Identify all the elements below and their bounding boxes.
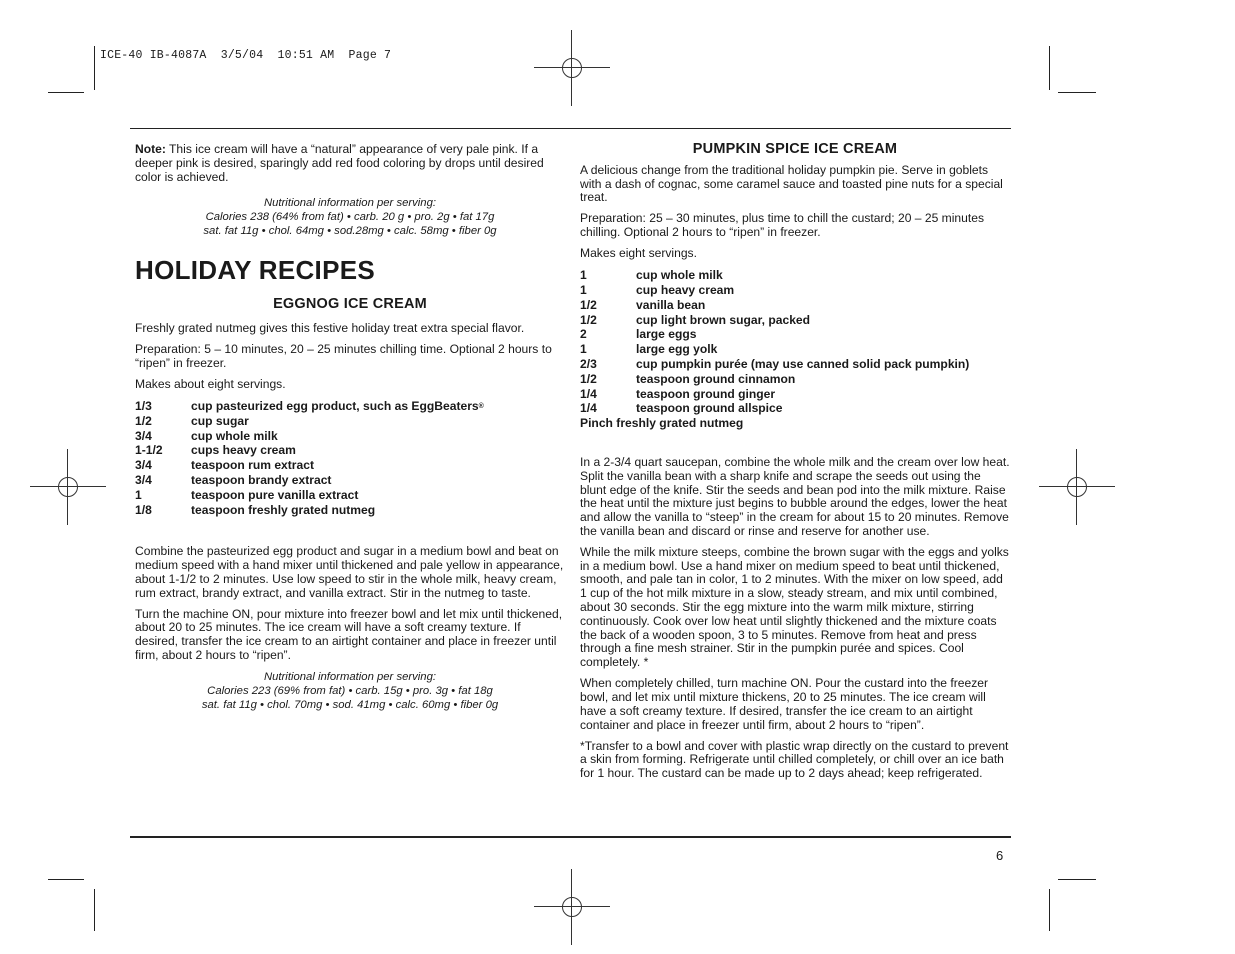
ingredient-name [636,298,1010,313]
ingredient-text: cup whole milk [636,268,723,283]
ingredient-row [135,414,565,429]
nutrition-heading: Nutritional information per serving: [263,671,437,684]
crop-mark [1058,92,1096,93]
ingredient-amount: 1/2 [580,297,597,312]
nutrition-line: Calories 223 (69% from fat) • carb. 15g • pro. 3g • fat 18g [207,685,493,698]
crop-mark [48,879,84,880]
ingredient-row [580,372,1010,387]
recipe-intro: A delicious change from the traditional holiday pumpkin pie. Serve in goblets with a dash of cognac, some caramel sauce and toasted pine nuts for a special treat. [580,162,1003,205]
note-label: Note: [135,142,166,156]
ingredient-row [580,283,1010,298]
ingredient-text: large eggs [636,327,697,342]
ingredient-text: teaspoon ground cinnamon [636,371,796,386]
ingredient-row [580,387,1010,402]
page-number: 6 [996,848,1004,863]
ingredient-amount: 1/4 [580,401,597,416]
ingredient-text: cup pasteurized egg product, such as EggBeaters [191,398,479,413]
ingredient-name [636,313,1010,328]
servings: Makes about eight servings. [135,376,286,391]
ingredient-name [636,327,1010,342]
ingredient-row [580,342,1010,357]
ingredient-text: cup heavy cream [636,282,735,297]
ingredient-text: teaspoon ground ginger [636,386,776,401]
recipe-intro: Freshly grated nutmeg gives this festive holiday treat extra special flavor. [135,321,525,336]
ingredient-row [135,429,565,444]
ingredient-text: cups heavy cream [191,443,296,458]
instructions-step: Combine the pasteurized egg product and sugar in a medium bowl and beat on medium speed with a hand mixer until thickened and pale yellow in appearance, about 1-1/2 to 2 minutes. Use low speed to stir in the whole milk, heavy cream, rum extract, brandy extract, and vanilla extract. Stir in the nutmeg to taste. [135,544,564,600]
crop-mark [1049,46,1050,90]
registration-mark-left [30,449,106,525]
ingredient-name [191,429,565,444]
ingredient-amount: 1/2 [580,371,597,386]
nutrition-heading: Nutritional information per serving: [263,197,437,210]
preparation-time: Preparation: 25 – 30 minutes, plus time to chill the custard; 20 – 25 minutes chilling. Optional 2 hours to “ripen” in freezer. [580,211,985,240]
ingredient-row [135,488,565,503]
crop-mark [94,889,95,931]
ingredient-text: cup whole milk [191,428,278,443]
ingredient-name [636,387,1010,402]
right-column [580,143,1010,788]
ingredient-amount: 1/4 [580,386,597,401]
ingredient-amount: 2/3 [580,356,597,371]
ingredient-name [636,342,1010,357]
ingredient-name [191,399,565,414]
ingredient-amount: 3/4 [135,472,152,487]
ingredient-name [636,401,1010,416]
ingredient-name [191,414,565,429]
registered-mark: ® [478,402,484,410]
ingredient-row [580,327,1010,342]
note-text: This ice cream will have a “natural” appearance of very pale pink. If a deeper pink is desired, sparingly add red food coloring by drops until desired color is achieved. [135,142,544,184]
ingredient-list-pumpkin [580,268,1010,416]
section-title: HOLIDAY RECIPES [135,255,376,286]
printer-slug-line: ICE-40 IB-4087A 3/5/04 10:51 AM Page 7 [100,49,392,62]
instructions-step: Turn the machine ON, pour mixture into freezer bowl and let mix until thickened, about 20 to 25 minutes. The ice cream will have a soft creamy texture. If desired, transfer the ice cream to an airtight container and place in freezer until firm, about 2 hours to “ripen”. [135,606,563,663]
ingredient-amount: 1/3 [135,398,152,413]
ingredient-row [580,268,1010,283]
ingredient-row [135,399,565,414]
ingredient-amount: 3/4 [135,458,152,473]
ingredient-amount: 1 [580,268,587,283]
ingredient-amount: 1/8 [135,502,152,517]
ingredient-text: vanilla bean [636,297,706,312]
registration-mark-top [534,30,610,106]
ingredient-amount: 1/2 [580,312,597,327]
top-rule [130,128,1011,129]
crop-mark [1058,879,1096,880]
ingredient-amount: 2 [580,327,587,342]
crop-mark [48,92,84,93]
ingredient-name [636,357,1010,372]
ingredient-list-eggnog [135,399,565,517]
nutrition-info-bottom [135,670,565,712]
left-column [135,143,565,712]
ingredient-name [636,268,1010,283]
ingredient-row [135,458,565,473]
nutrition-line: Calories 238 (64% from fat) • carb. 20 g • pro. 2g • fat 17g [205,211,495,224]
ingredient-text: teaspoon freshly grated nutmeg [191,502,376,517]
ingredient-name [636,372,1010,387]
ingredient-amount: 3/4 [135,428,152,443]
ingredient-text: teaspoon rum extract [191,458,314,473]
ingredient-text: large egg yolk [636,342,718,357]
ingredient-amount: 1/2 [135,413,152,428]
ingredient-amount: 1-1/2 [135,443,163,458]
ingredient-amount: 1 [580,342,587,357]
servings: Makes eight servings. [580,246,697,261]
ingredient-text: teaspoon pure vanilla extract [191,487,359,502]
note-paragraph [135,143,565,184]
ingredient-amount: 1 [580,282,587,297]
ingredient-text: teaspoon ground allspice [636,401,783,416]
instructions-step: While the milk mixture steeps, combine the brown sugar with the eggs and yolks in a medium bowl. Use a hand mixer on medium speed to beat until thickened, smooth, and pale tan in color, 1 to 2 minutes. With the mixer on low speed, add 1 cup of the hot milk mixture in a slow, steady stream, and mix until combined, about 30 seconds. Stir the egg mixture into the warm milk mixture, stirring continuously. Cook over low heat until slightly thickened and the mixture coats the back of a wooden spoon, 3 to 5 minutes. Remove from heat and press through a fine mesh strainer. Stir in the pumpkin purée and spices. Cool completely. * [580,544,1009,670]
ingredient-name [636,283,1010,298]
ingredient-text: cup sugar [191,413,249,428]
ingredient-row [135,503,565,518]
nutrition-line: sat. fat 11g • chol. 70mg • sod. 41mg • calc. 60mg • fiber 0g [201,699,499,712]
registration-mark-right [1039,449,1115,525]
recipe-title-pumpkin: PUMPKIN SPICE ICE CREAM [692,141,898,157]
ingredient-row [580,401,1010,416]
instructions-step: When completely chilled, turn machine ON. Pour the custard into the freezer bowl, and let mix until mixture thickens, 20 to 25 minutes. The ice cream will have a soft creamy texture. If desired, transfer the ice cream to an airtight container and place in freezer until firm, about 2 hours to “ripen”. [580,676,989,732]
ingredient-text: teaspoon brandy extract [191,472,332,487]
ingredient-name [191,443,565,458]
crop-mark [1049,889,1050,931]
ingredient-amount: 1 [135,487,142,502]
ingredient-row [135,443,565,458]
registration-mark-bottom [534,869,610,945]
ingredient-row [580,357,1010,372]
ingredient-name [191,503,565,518]
ingredient-text: cup pumpkin purée (may use canned solid pack pumpkin) [636,356,970,371]
nutrition-line: sat. fat 11g • chol. 64mg • sod.28mg • calc. 58mg • fiber 0g [203,225,497,238]
bottom-rule [130,836,1011,838]
instructions-step: In a 2-3/4 quart saucepan, combine the whole milk and the cream over low heat. Split the vanilla bean with a sharp knife and scrape the seeds out using the blunt edge of the knife. Stir the seeds and bean pod into the milk mixture. Raise the heat until the mixture just begins to bubble around the edges, lower the heat and allow the vanilla to “steep” in the cream for about 15 to 20 minutes. Remove the vanilla bean and discard or rinse and reserve for another use. [580,454,1010,538]
ingredient-name [191,458,565,473]
ingredient-row [580,298,1010,313]
ingredient-row [135,473,565,488]
ingredient-pinch: Pinch freshly grated nutmeg [580,416,744,431]
nutrition-info-top [135,196,565,238]
crop-mark [94,46,95,90]
recipe-title-eggnog: EGGNOG ICE CREAM [273,296,427,313]
ingredient-row [580,313,1010,328]
ingredient-name [191,473,565,488]
ingredient-name [191,488,565,503]
footnote: *Transfer to a bowl and cover with plastic wrap directly on the custard to prevent a skin from forming. Refrigerate until chilled completely, or chill over an ice bath for 1 hour. The custard can be made up to 2 days ahead; keep refrigerated. [580,738,1009,781]
ingredient-text: cup light brown sugar, packed [636,312,811,327]
preparation-time: Preparation: 5 – 10 minutes, 20 – 25 minutes chilling time. Optional 2 hours to “ripen” in freezer. [135,342,552,370]
